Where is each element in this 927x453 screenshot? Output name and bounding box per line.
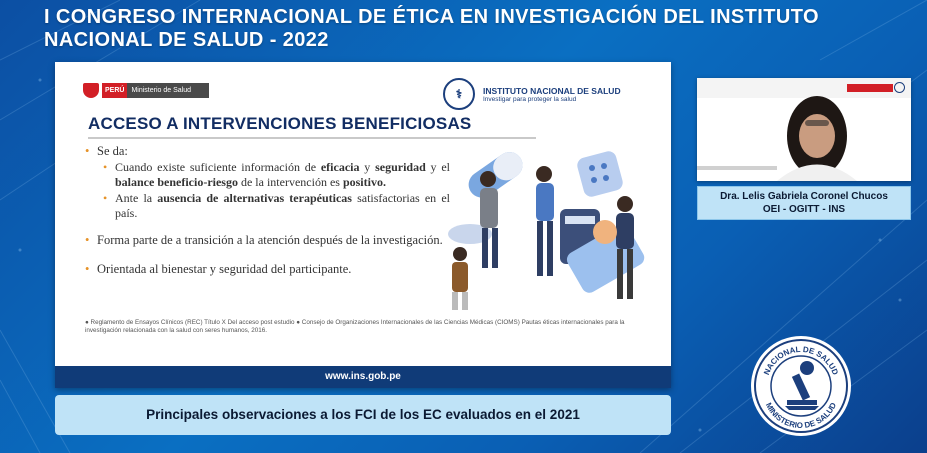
heading-divider [88,137,536,139]
speaker-name-card [697,186,911,220]
congress-title-line2: NACIONAL DE SALUD - 2022 [44,29,329,51]
ins-logo [443,78,621,110]
ins-seal-logo [749,334,853,438]
people-with-medicine-illustration [440,144,650,314]
congress-title-line1: I CONGRESO INTERNACIONAL DE ÉTICA EN INVESTIGACIÓN DEL INSTITUTO [44,6,819,28]
bullet-transicion: • Forma parte de a transición a la atención después de la investigación. [85,233,450,248]
ins-tagline: Investigar para proteger la salud [483,95,577,103]
presentation-slide [55,62,671,388]
sub-bullet-eficacia: • Cuando existe suficiente información de eficacia y seguridad y el balance beneficio-riesgo de la intervención es positivo. [85,160,450,190]
peru-shield-icon [83,83,99,98]
slide-footer-url: www.ins.gob.pe [55,366,671,388]
speaker-video [697,78,911,181]
seal-bottom-text: MINISTERIO DE SALUD [763,401,839,431]
speaker-name: Dra. Lelis Gabriela Coronel Chucos [720,191,888,202]
presentation-caption: Principales observaciones a los FCI de los EC evaluados en el 2021 [55,395,671,435]
ministry-logo [83,83,209,98]
sub-bullet-ausencia: • Ante la ausencia de alternativas terapéuticas satisfactorias en el país. [85,191,450,221]
slide-heading: ACCESO A INTERVENCIONES BENEFICIOSAS [88,114,472,133]
slide-body [85,144,450,277]
ins-emblem-icon: ⚕ [443,78,475,110]
ministry-label: Ministerio de Salud [127,83,209,98]
congress-title [44,6,844,52]
slide-references: ● Reglamento de Ensayos Clínicos (REC) Título X Del acceso post estudio ● Consejo de Organizaciones Internacionales de las Ciencias Médicas (CIOMS) Pautas éticas internacionales para la investigación relacionada con la salud con seres humanos, 2016. [85,319,625,334]
bullet-se-da: • Se da: [85,144,450,159]
peru-label: PERÚ [102,83,127,98]
speaker-figure [697,78,911,181]
speaker-affiliation: OEI - OGITT - INS [762,204,846,215]
ins-name: INSTITUTO NACIONAL DE SALUD [483,85,621,96]
bullet-bienestar: • Orientada al bienestar y seguridad del participante. [85,262,450,277]
seal-top-text: NACIONAL DE SALUD [762,344,840,377]
